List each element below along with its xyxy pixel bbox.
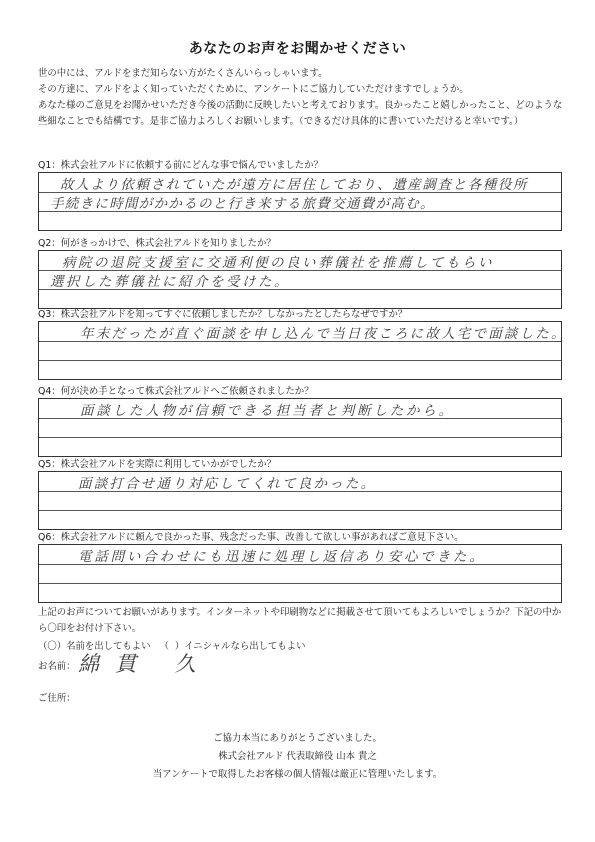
intro-line-1: 世の中には、アルドをまだ知らない方がたくさんいらっしゃいます。 [38, 68, 328, 79]
address-label: ご住所： [38, 693, 76, 704]
question-3-label: Q3：株式会社アルドを知ってすぐに依頼しましたか？しなかったとしたらなぜですか？ [38, 309, 408, 320]
question-1-answer-line-2: 手続きに時間がかかるのと行き来する旅費交通費が高む。 [50, 196, 435, 212]
ruled-line [39, 360, 561, 361]
ruled-line [39, 437, 561, 438]
question-5-answer-line-1: 面談打合せ通り対応してくれて良かった。 [78, 476, 377, 492]
question-1-answer-line-1: 故人より依頼されていたが遠方に居住しており、遺産調査と各種役所 [60, 177, 529, 193]
footer-privacy: 当アンケートで取得したお客様の個人情報は厳正に管理いたします。 [152, 769, 443, 780]
question-6-answer-line-1: 電話問い合わせにも迅速に処理し返信あり安心できた。 [78, 549, 486, 565]
question-2-answer-line-1: 病院の退院支援室に交通利便の良い葬儀社を推薦してもらい [62, 255, 494, 271]
circle-mark-icon: 〇 [47, 641, 57, 652]
intro-line-3: あなた様のご意見をお聞かせいただき今後の活動に反映したいと考えております。良かったこと嬉しかったこと、どのような [38, 100, 563, 111]
question-5-label: Q5：株式会社アルドを実際に利用していかがでしたか？ [38, 459, 276, 470]
ruled-line [39, 510, 561, 511]
question-4-label: Q4：何が決め手となって株式会社アルドへご依頼されましたか？ [38, 386, 314, 397]
option-initial-checkbox[interactable]: （ ） [159, 641, 185, 652]
option-initial-label: イニシャルなら出してもよい [184, 641, 306, 652]
consent-text-line-1: 上記のお声についてお願いがあります。インターネットや印刷物などに掲載させて頂いてもよろしいでしょうか？下記の中か [38, 607, 562, 618]
intro-line-2: その方達に、アルドをよく知っていただくために、アンケートにご協力していただけますでしょうか。 [38, 84, 469, 95]
intro-line-4: 些細なことでも結構です。是非ご協力よろしくお願いします。（できるだけ具体的に書いていただけると幸いです。） [38, 116, 524, 127]
ruled-line [39, 583, 561, 584]
footer-thanks: ご協力本当にありがとうございました。 [213, 733, 382, 744]
question-1-label: Q1：株式会社アルドに依頼する前にどんな事で悩んでいましたか？ [38, 160, 323, 171]
option-name-checkbox[interactable]: （〇） [38, 641, 67, 652]
consent-text-line-2: ら〇印をお付け下さい。 [38, 623, 142, 634]
footer-signature: 株式会社アルド 代表取締役 山本 貴之 [218, 751, 377, 762]
question-2-label: Q2：何がきっかけで、株式会社アルドを知りましたか？ [38, 238, 276, 249]
question-4-answer-line-1: 面談した人物が信頼できる担当者と判断したから。 [80, 403, 455, 419]
option-name-label: 名前を出してもよい [66, 641, 151, 652]
name-handwritten[interactable]: 綿貫 久 [78, 652, 212, 676]
name-label: お名前： [38, 661, 76, 672]
question-3-answer-line-1: 年末だったが直ぐ面談を申し込んで当日夜ころに故人宅で面談した。 [80, 326, 567, 342]
question-6-label: Q6：株式会社アルドに頼んで良かった事、残念だった事、改善して欲しい事があればご意見下さい。 [38, 532, 464, 543]
page-title: あなたのお声をお聞かせください [188, 41, 407, 57]
question-2-answer-line-2: 選択した葬儀社に紹介を受けた。 [50, 274, 290, 290]
